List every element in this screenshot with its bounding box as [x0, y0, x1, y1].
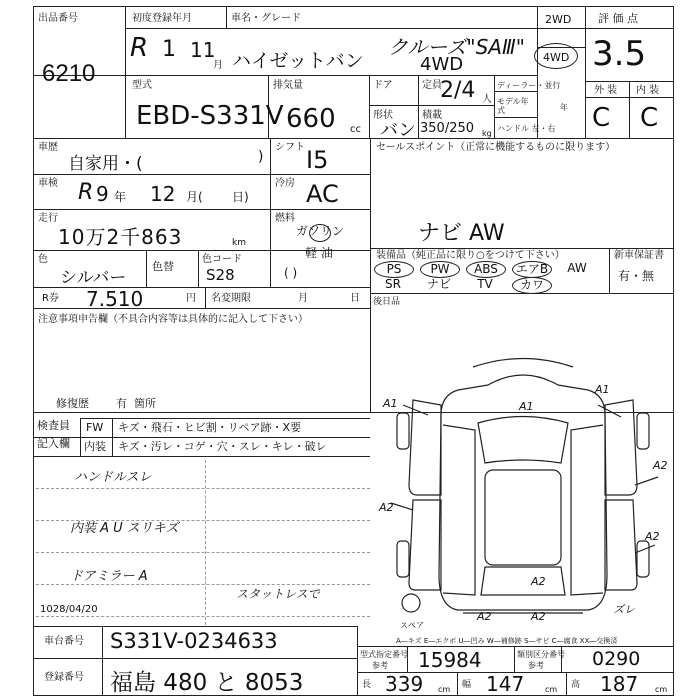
twowd-option: 2WD	[545, 13, 572, 26]
shift-value: I5	[306, 146, 329, 174]
fw-text: キズ・飛石・ヒビ割・リペア跡・X要	[118, 421, 302, 434]
capacity-value: 2/4	[440, 78, 476, 103]
rear-seat-label: 後日品	[373, 297, 401, 307]
load-value: 350/250	[420, 121, 475, 136]
shape-label: 形状	[373, 110, 393, 121]
mark-a2-bumper-center: A2	[531, 610, 546, 623]
equipment-item: エアB	[512, 261, 552, 278]
interior-label: 内 装	[636, 85, 660, 96]
reg-label: 登録番号	[44, 672, 84, 683]
repair-location: 箇所	[134, 397, 156, 410]
equipment-label: 装備品（純正品に限り○をつけて下さい）	[376, 250, 565, 261]
warranty-value: 有・無	[618, 269, 655, 283]
shape-value: バン	[380, 120, 416, 141]
note-line-1: ハンドルスレ	[74, 470, 152, 485]
type-approval-label: 型式指定番号	[360, 650, 408, 659]
aircon-value: AC	[306, 180, 339, 208]
year-unit: 年	[560, 103, 568, 112]
damage-legend: A―キズ E―エクボ U―凹み W―補修跡 S―サビ C―腐食 XX―交換済	[396, 637, 618, 645]
mark-a2-rear: A2	[531, 575, 546, 588]
first-reg-era: R	[130, 33, 149, 63]
color-label: 色	[38, 254, 48, 265]
fuel-gasoline: ガソリン	[296, 224, 345, 238]
sales-point-label: セールスポイント（正常に機能するものに限ります）	[376, 142, 616, 153]
door-label: ドア	[373, 80, 393, 91]
fourwd-option: 4WD	[543, 51, 570, 64]
name-change-day: 日	[350, 293, 360, 304]
mark-a1-right: A1	[595, 383, 610, 396]
fuel-other: ( )	[284, 266, 298, 280]
mark-a2-bumper-left: A2	[477, 610, 492, 623]
mileage-unit: km	[232, 238, 246, 248]
equipment-item: ナビ	[426, 277, 451, 291]
exterior-label: 外 装	[594, 85, 618, 96]
length-unit: cm	[438, 685, 451, 694]
model-year-label: モデル年式	[497, 97, 529, 115]
spare-label: スペア	[400, 621, 424, 630]
load-label: 積載	[422, 110, 442, 121]
category-value: 0290	[592, 648, 641, 670]
displacement-unit: cc	[350, 124, 361, 135]
interior-grade: C	[640, 103, 659, 133]
car-name: ハイゼットバン	[232, 50, 364, 72]
inspection-label: 車検	[38, 178, 58, 189]
model-label: 型式	[132, 80, 152, 91]
recycle-label: R券	[42, 293, 59, 304]
mark-zure: ズレ	[613, 603, 635, 616]
equipment-item: ABS	[466, 261, 506, 278]
mileage-label: 走行	[38, 213, 58, 224]
inspection-day-unit: 日)	[232, 190, 249, 204]
equipment-item: AW	[567, 261, 587, 275]
mark-a2-right-upper: A2	[653, 459, 668, 472]
width-unit: cm	[545, 685, 558, 694]
color-code-value: S28	[206, 266, 235, 284]
fuel-circle	[309, 224, 331, 242]
recycle-value: 7.510	[86, 287, 144, 311]
color-value: シルバー	[60, 268, 127, 288]
repair-value: 有	[116, 397, 127, 410]
height-label: 高	[571, 680, 581, 690]
equipment-item: PS	[374, 261, 414, 278]
dealer-label: ディーラー・並行	[497, 81, 561, 90]
name-grade-label: 車名・グレード	[231, 13, 301, 24]
type-approval-value: 15984	[418, 648, 482, 672]
eval-score: 3.5	[592, 34, 647, 74]
inspector-label: 検査員	[37, 419, 70, 432]
inspection-month: 12	[150, 182, 176, 206]
equipment-item: PW	[420, 261, 460, 278]
mileage-value: 10万2千863	[58, 225, 183, 249]
recycle-unit: 円	[186, 293, 196, 304]
chassis-value: S331V-0234633	[110, 629, 278, 653]
width-label: 幅	[462, 680, 472, 690]
history-value: 自家用・(	[68, 154, 143, 174]
first-reg-year: 1	[162, 37, 176, 62]
damage-diagram	[373, 345, 673, 623]
capacity-label: 定員	[422, 80, 442, 91]
color-code-label: 色コード	[202, 254, 242, 265]
height-unit: cm	[655, 685, 668, 694]
fuel-label: 燃料	[275, 213, 295, 224]
first-reg-label: 初度登録年月	[132, 13, 192, 24]
interior-entry-text: キズ・汚レ・コゲ・穴・スレ・キレ・破レ	[118, 440, 327, 453]
warranty-label: 新車保証書	[614, 250, 664, 261]
chassis-label: 車台番号	[44, 636, 84, 647]
reg-value: 福島 480 と 8053	[110, 670, 304, 696]
note-line-2: 内装 A U スリキズ	[70, 521, 179, 536]
length-value: 339	[385, 672, 424, 696]
displacement-value: 660	[286, 104, 336, 134]
displacement-label: 排気量	[273, 80, 303, 91]
category-label: 類別区分番号	[517, 650, 565, 659]
equipment-item: TV	[477, 277, 493, 291]
capacity-unit: 人	[482, 94, 492, 105]
model-value: EBD-S331V	[136, 101, 284, 131]
history-label: 車歴	[38, 142, 58, 153]
first-reg-month: 11	[190, 38, 216, 62]
inspection-year-unit: 年	[114, 190, 127, 204]
sales-point-value: ナビ AW	[418, 221, 505, 246]
exterior-grade: C	[592, 103, 611, 133]
height-value: 187	[600, 672, 639, 696]
aircon-label: 冷房	[275, 178, 295, 189]
width-value: 147	[486, 672, 525, 696]
category-ref: 参考	[528, 661, 544, 670]
length-label: 長	[362, 680, 372, 690]
fuel-light-oil: 軽 油	[305, 246, 333, 260]
name-change-month: 月	[298, 293, 308, 304]
mark-a2-right-lower: A2	[645, 530, 660, 543]
lot-number: 6210	[42, 60, 96, 87]
inspection-era: R	[78, 180, 94, 205]
color-change-label: 色替	[152, 260, 174, 273]
caution-label: 注意事項申告欄（不具合内容等は具体的に記入して下さい）	[38, 314, 308, 325]
equipment-item: SR	[385, 277, 401, 291]
mark-a1-left: A1	[383, 397, 398, 410]
handle-label: ハンドル 左・右	[497, 124, 556, 133]
car-grade: クルーズ"SAⅢ"	[388, 35, 525, 59]
mark-a1-top: A1	[519, 400, 534, 413]
eval-label: 評 価 点	[598, 12, 638, 25]
side-date: 1028/04/20	[40, 604, 98, 615]
mark-a2-left: A2	[379, 501, 394, 514]
name-change-label: 名変期限	[211, 293, 251, 304]
first-reg-month-unit: 月	[213, 60, 223, 71]
type-approval-ref: 参考	[372, 661, 388, 670]
note-line-3: ドアミラー A	[70, 569, 148, 584]
car-drive: 4WD	[420, 54, 464, 75]
interior-entry-label: 内装	[84, 440, 106, 453]
load-unit: kg	[482, 129, 492, 138]
history-close: )	[258, 149, 264, 165]
equipment-item: カワ	[512, 277, 552, 294]
entry-label: 記入欄	[37, 437, 70, 450]
fw-label: FW	[86, 421, 104, 434]
note-line-4: スタットレスで	[236, 587, 320, 601]
lot-label: 出品番号	[38, 13, 78, 24]
shift-label: シフト	[275, 142, 305, 153]
inspection-month-unit: 月(	[186, 190, 203, 204]
repair-label: 修復歴	[56, 397, 89, 410]
inspection-year: 9	[96, 182, 109, 206]
